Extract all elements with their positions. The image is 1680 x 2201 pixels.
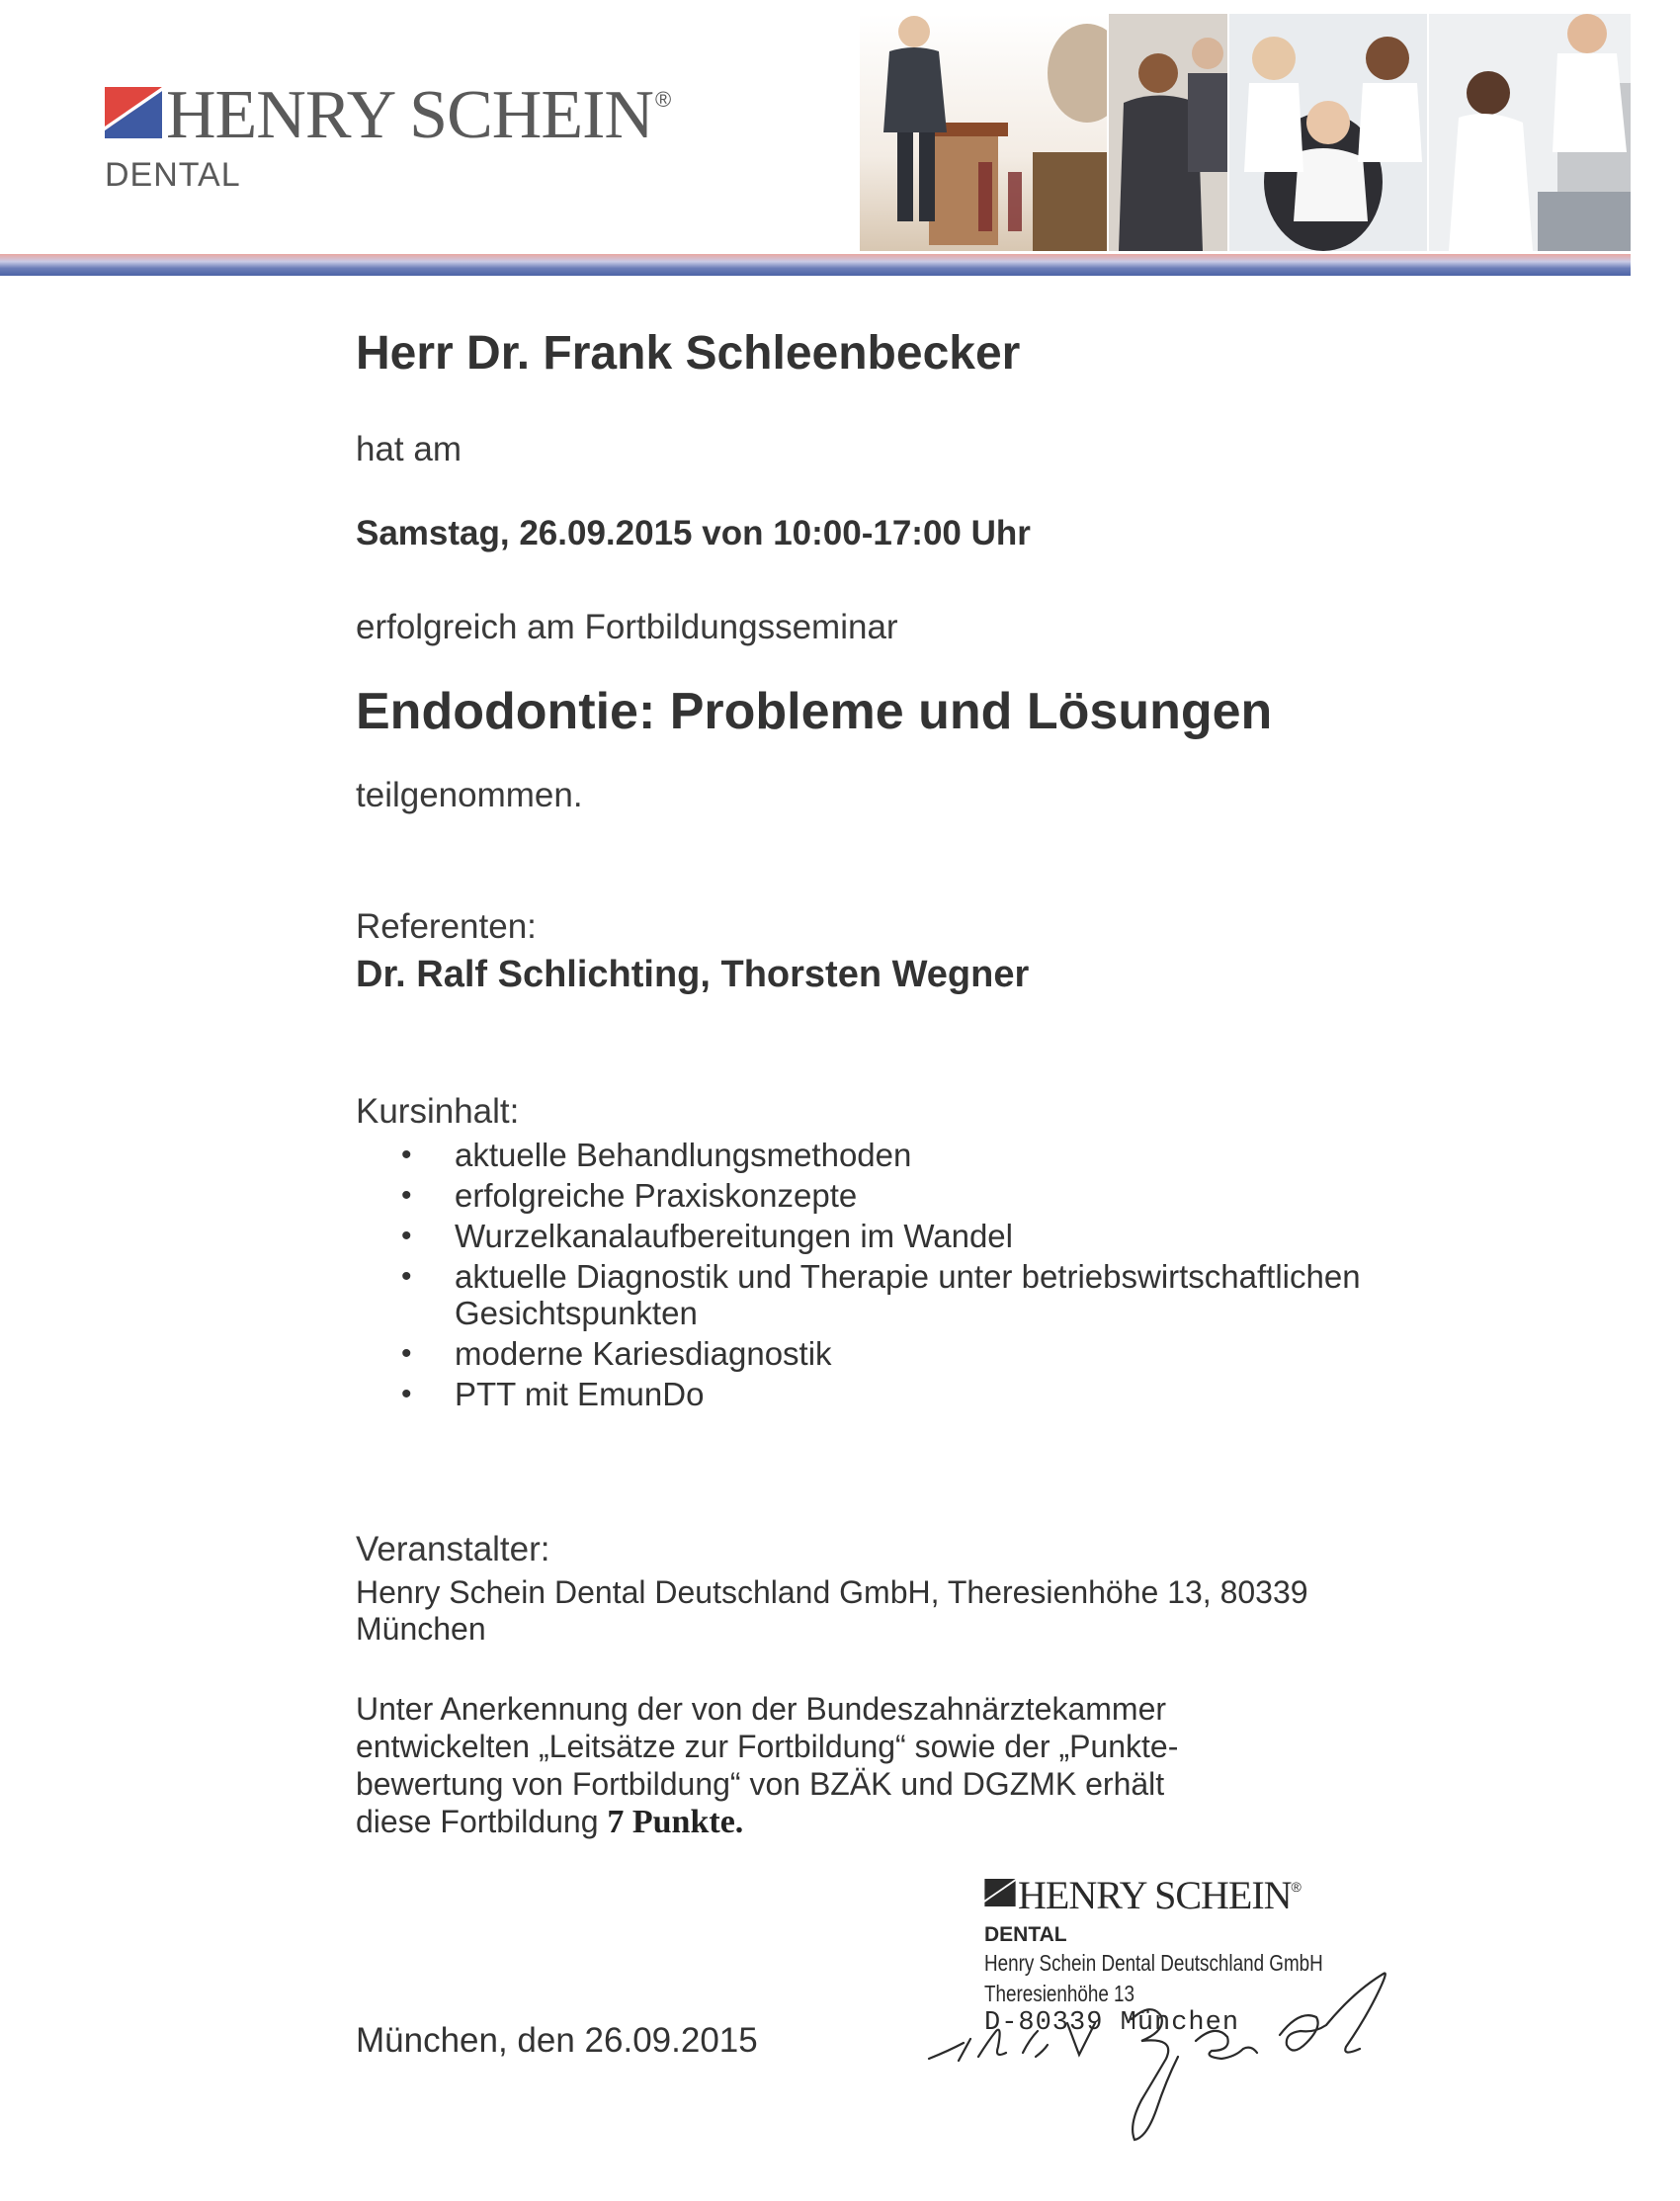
list-item: • erfolgreiche Praxiskonzepte bbox=[455, 1177, 1542, 1214]
recognition-note bbox=[356, 1690, 1225, 1841]
recognition-text: Unter Anerkennung der von der Bundeszahnärztekammer entwickelten „Leitsätze zur Fortbildung“ sowie der „Punkte-bewertung von Fortbildung“ von BZÄK und DGZMK erhält diese Fortbildung bbox=[356, 1691, 1179, 1839]
intro-text: hat am bbox=[356, 430, 462, 468]
list-item: • PTT mit EmunDo bbox=[455, 1376, 1542, 1412]
speakers-label: Referenten: bbox=[356, 907, 537, 946]
stamp-street: Theresienhöhe 13 bbox=[984, 1981, 1135, 2006]
recipient-name: Herr Dr. Frank Schleenbecker bbox=[356, 327, 1021, 380]
photo-audience bbox=[1109, 14, 1227, 251]
seminar-date: Samstag, 26.09.2015 von 10:00-17:00 Uhr bbox=[356, 514, 1031, 552]
brand-name: HENRY SCHEIN® bbox=[166, 77, 671, 153]
list-item: • Wurzelkanalaufbereitungen im Wandel bbox=[455, 1218, 1542, 1254]
course-content-list bbox=[356, 1137, 1542, 1416]
photo-dental-team bbox=[1429, 14, 1631, 251]
seminar-title: Endodontie: Probleme und Lösungen bbox=[356, 683, 1273, 740]
photo-presenter bbox=[860, 14, 1107, 251]
place-and-date: München, den 26.09.2015 bbox=[356, 2021, 758, 2060]
stamp-city: D-80339 München bbox=[984, 2008, 1240, 2038]
stamp-company: Henry Schein Dental Deutschland GmbH bbox=[984, 1950, 1323, 1976]
henry-schein-flag-icon bbox=[984, 1879, 1016, 1906]
header-photo-strip bbox=[860, 14, 1631, 251]
henry-schein-flag-icon bbox=[105, 87, 162, 138]
organizer-label: Veranstalter: bbox=[356, 1530, 550, 1568]
success-text: erfolgreich am Fortbildungsseminar bbox=[356, 608, 898, 646]
speakers-names: Dr. Ralf Schlichting, Thorsten Wegner bbox=[356, 954, 1030, 995]
stamp-brand-name: HENRY SCHEIN® bbox=[1018, 1873, 1301, 1917]
list-item: • moderne Kariesdiagnostik bbox=[455, 1335, 1542, 1372]
participated-text: teilgenommen. bbox=[356, 776, 583, 814]
header-divider-bar bbox=[0, 254, 1631, 276]
handwritten-signature bbox=[919, 1962, 1472, 2150]
course-label: Kursinhalt: bbox=[356, 1092, 520, 1131]
photo-dental-patient bbox=[1229, 14, 1427, 251]
brand-division: DENTAL bbox=[105, 156, 241, 194]
stamp-division: DENTAL bbox=[984, 1923, 1067, 1946]
organizer-address: Henry Schein Dental Deutschland GmbH, Theresienhöhe 13, 80339 München bbox=[356, 1574, 1308, 1647]
list-item: • aktuelle Diagnostik und Therapie unter betriebswirtschaftlichen Gesichtspunkten bbox=[455, 1258, 1443, 1331]
points-value: 7 Punkte. bbox=[607, 1804, 744, 1840]
list-item: • aktuelle Behandlungsmethoden bbox=[455, 1137, 1542, 1173]
